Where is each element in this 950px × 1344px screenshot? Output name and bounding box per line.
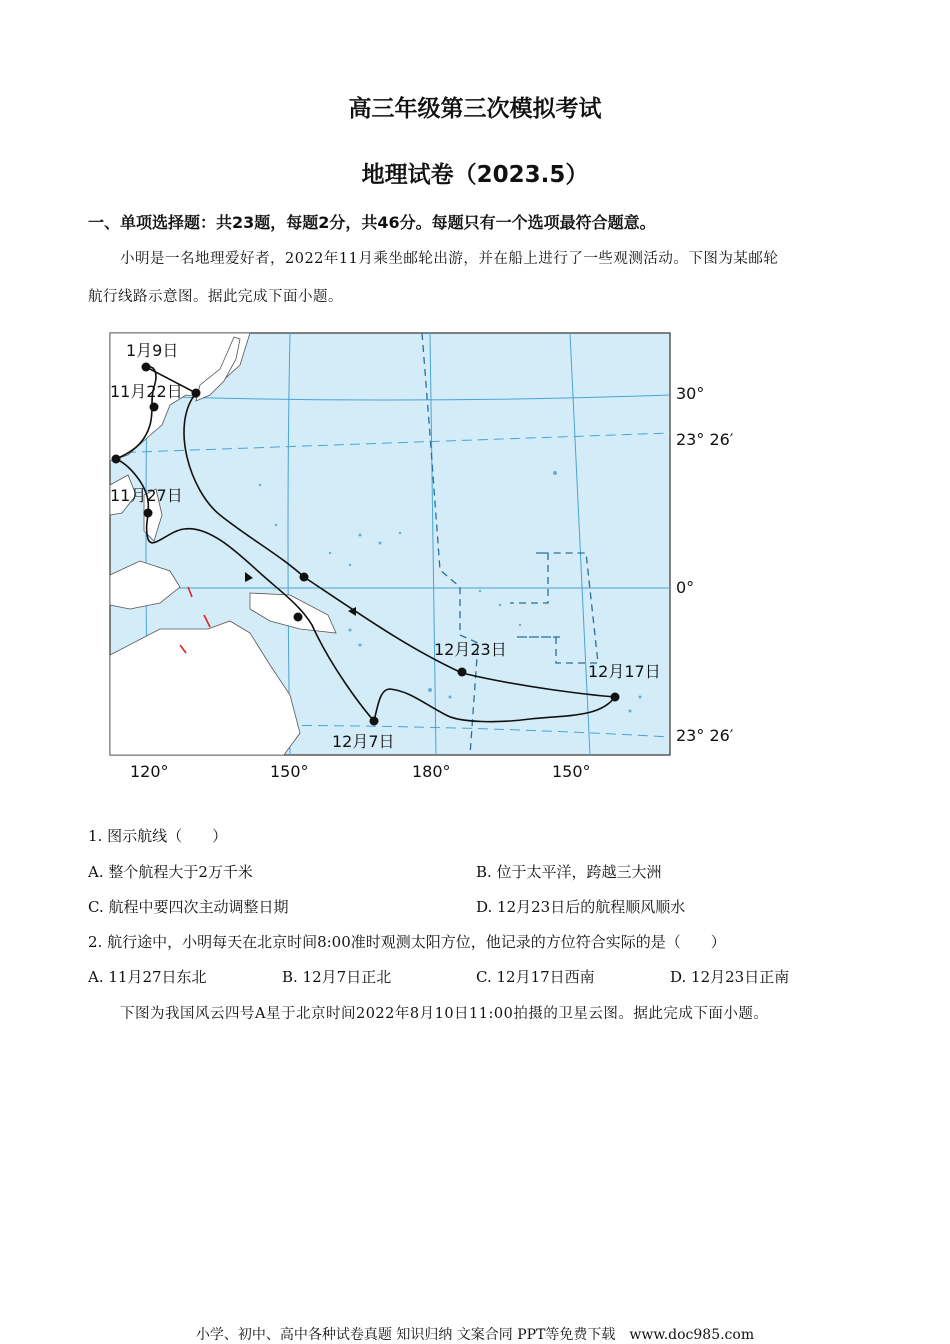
stop-shanghai [112,455,121,464]
intro-line-2: 航行线路示意图。据此完成下面小题。 [88,289,343,305]
stop-dec17 [611,693,620,702]
label-dec17: 12月17日 [588,662,661,681]
label-lon-120: 120° [130,762,169,781]
stop-png [294,613,303,622]
intro-line-1: 小明是一名地理爱好者，2022年11月乘坐邮轮出游，并在船上进行了一些观测活动。下图为某邮轮 [120,251,779,267]
stop-nov22 [150,403,159,412]
stop-dec23 [458,668,467,677]
label-nov27: 11月27日 [110,486,183,505]
label-nov22: 11月22日 [110,382,183,401]
question-1-stem: 1. 图示航线（ ） [88,827,228,845]
stop-nov27 [144,509,153,518]
label-lon-150w: 150° [552,762,591,781]
label-lat-equator: 0° [676,578,695,597]
label-dec23: 12月23日 [434,640,507,659]
question-2-stem: 2. 航行途中，小明每天在北京时间8:00准时观测太阳方位，他记录的方位符合实际的是（ ） [88,933,726,951]
label-lat-30: 30° [676,384,705,403]
question-2-option-b[interactable]: B. 12月7日正北 [282,968,392,986]
question-1-option-b[interactable]: B. 位于太平洋，跨越三大洲 [476,863,662,881]
stop-equator [300,573,309,582]
label-lat-tropic-s: 23° 26′ [676,726,734,745]
section2-intro: 下图为我国风云四号A星于北京时间2022年8月10日11:00拍摄的卫星云图。据此完成下面小题。 [120,1006,769,1022]
stop-jan9 [142,363,151,372]
route-map [100,325,790,785]
question-1-option-a[interactable]: A. 整个航程大于2万千米 [88,863,253,881]
page-title: 高三年级第三次模拟考试 [348,96,602,122]
question-2-option-c[interactable]: C. 12月17日西南 [476,968,595,986]
section-heading: 一、单项选择题：共23题，每题2分，共46分。每题只有一个选项最符合题意。 [88,213,656,232]
question-1-option-c[interactable]: C. 航程中要四次主动调整日期 [88,898,289,916]
page-subtitle: 地理试卷（2023.5） [361,162,589,188]
label-lon-180: 180° [412,762,451,781]
page-footer: 小学、初中、高中各种试卷真题 知识归纳 文案合同 PPT等免费下载 www.doc985.com [195,1327,755,1343]
question-1-option-d[interactable]: D. 12月23日后的航程顺风顺水 [476,898,686,916]
label-lat-tropic-n: 23° 26′ [676,430,734,449]
label-lon-150: 150° [270,762,309,781]
stop-japan [192,389,201,398]
label-dec7: 12月7日 [332,732,395,751]
question-2-option-d[interactable]: D. 12月23日正南 [670,968,790,986]
stop-dec7 [370,717,379,726]
label-jan9: 1月9日 [126,341,179,360]
question-2-option-a[interactable]: A. 11月27日东北 [88,968,207,986]
